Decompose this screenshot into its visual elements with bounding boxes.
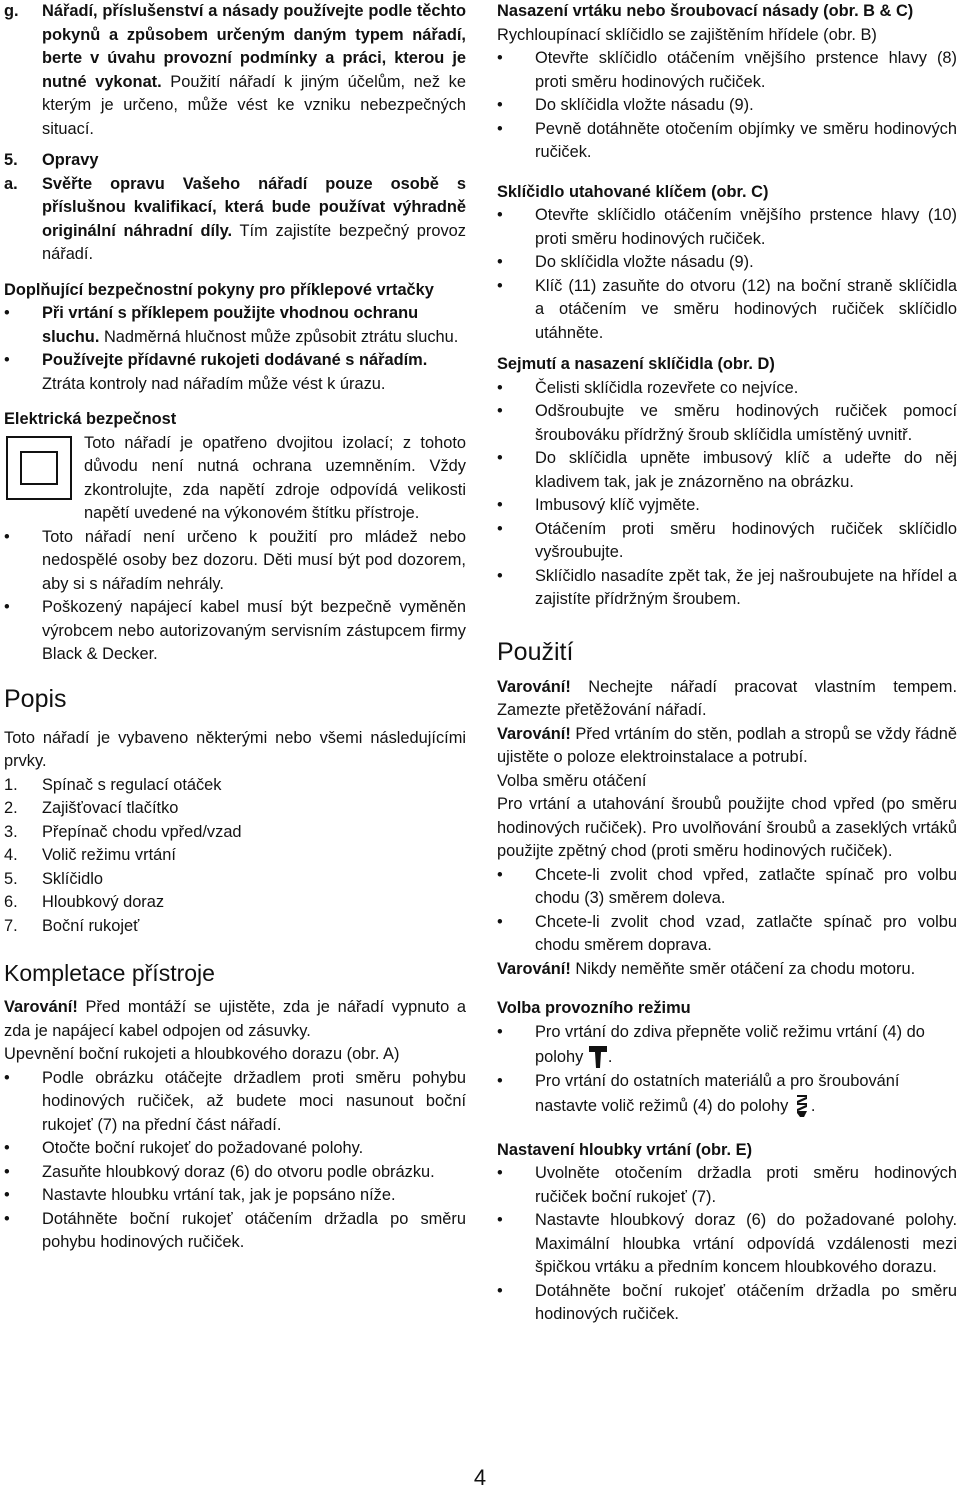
list-item	[497, 1021, 957, 1070]
list-item: • Nastavte hloubku vrtání tak, jak je popsáno níže.	[4, 1184, 466, 1208]
list-item: • Uvolněte otočením držadla proti směru hodinových ručiček boční rukojeť (7).	[497, 1162, 957, 1209]
item-text: Sklíčidlo	[42, 869, 104, 888]
section-heading-klic: Sklíčidlo utahované klíčem (obr. C)	[497, 182, 769, 201]
item-number: 5.	[4, 869, 18, 888]
list-item	[4, 302, 466, 349]
list-item: • Otáčením proti směru hodinových ručiček sklíčidlo vyšroubujte.	[497, 518, 957, 565]
list-item	[4, 868, 466, 892]
warning-body: Nikdy neměňte směr otáčení za chodu motoru.	[570, 959, 916, 978]
list-item: • Do sklíčidla vložte násadu (9).	[497, 94, 957, 118]
item-text: Ztráta kontroly nad nářadím může vést k úrazu.	[42, 374, 386, 393]
item-text: Boční rukojeť	[42, 916, 140, 935]
electrical-safety-block	[4, 432, 466, 526]
section-heading-nasazeni: Nasazení vrtáku nebo šroubovací násady (obr. B & C)	[497, 2, 914, 20]
warning-body: Před vrtáním do stěn, podlah a stropů se vždy řádně ujistěte o poloze elektroinstalace a potrubí.	[497, 724, 957, 766]
list-item: • Čelisti sklíčidla rozevřete co nejvíce.	[497, 377, 957, 401]
warning-body: Před montáží se ujistěte, zda je nářadí vypnuto a zda je napájecí kabel odpojen od zásuvky.	[4, 998, 466, 1040]
popis-intro: Toto nářadí je vybaveno některými nebo všemi následujícími prvky.	[4, 728, 466, 770]
item-text: Zajišťovací tlačítko	[42, 799, 179, 817]
section-title-pouziti: Použití	[497, 637, 574, 666]
section-heading-sejmuti: Sejmutí a nasazení sklíčidla (obr. D)	[497, 355, 775, 373]
item-text: Spínač s regulací otáček	[42, 775, 222, 794]
warning-label: Varování!	[497, 724, 571, 743]
item-text: Volič režimu vrtání	[42, 846, 176, 864]
list-item	[4, 774, 466, 798]
item-text: .	[607, 1048, 613, 1066]
double-insulation-icon	[4, 432, 82, 522]
list-item: • Poškozený napájecí kabel musí být bezpečně vyměněn výrobcem nebo autorizovaným servisním zástupcem firmy Black & Decker.	[4, 596, 466, 667]
list-item: • Dotáhněte boční rukojeť otáčením držadla po směru hodinových ručiček.	[497, 1280, 957, 1327]
list-item: • Otevřte sklíčidlo otáčením vnějšího prstence hlavy (8) proti směru hodinových ručiček.	[497, 47, 957, 94]
electrical-text: Toto nářadí je opatřeno dvojitou izolací; z tohoto důvodu není nutná ochrana uzemněním. Vždy zkontrolujte, zda napětí zdroje odpovídá velikosti napětí uvedené na výkonovém štítku přístroje.	[84, 433, 466, 522]
subsection-title: Volba směru otáčení	[497, 771, 647, 790]
item-marker: a.	[4, 174, 18, 193]
item-text: Přepínač chodu vpřed/vzad	[42, 822, 242, 841]
list-item: • Do sklíčidla upněte imbusový klíč a udeřte do něj kladivem tak, jak je znázorněno na obrázku.	[497, 447, 957, 494]
warning-body: Nechejte nářadí pracovat vlastním tempem. Zamezte přetěžování nářadí.	[497, 677, 957, 719]
section-title: Opravy	[42, 151, 99, 169]
safety-item-a	[4, 173, 466, 267]
section-heading-rezim: Volba provozního režimu	[497, 999, 691, 1017]
list-item: • Toto nářadí není určeno k použití pro mládež nebo nedospělé osoby bez dozoru. Děti musí být pod dozorem, aby si s nářadím nehrály.	[4, 526, 466, 597]
list-item: • Imbusový klíč vyjměte.	[497, 494, 957, 518]
warning-label: Varování!	[497, 959, 571, 978]
right-column	[497, 0, 957, 1327]
item-text: Nadměrná hlučnost může způsobit ztrátu sluchu.	[99, 327, 459, 346]
list-item: • Klíč (11) zasuňte do otvoru (12) na boční straně sklíčidla a otáčením ve směru hodinových ručiček sklíčidlo utáhněte.	[497, 275, 957, 346]
item-text: Pro vrtání do zdiva přepněte volič režimu vrtání (4) do polohy	[535, 1022, 925, 1066]
hammer-mode-icon	[589, 1044, 607, 1068]
list-item	[4, 797, 466, 821]
list-item: • Zasuňte hloubkový doraz (6) do otvoru podle obrázku.	[4, 1161, 466, 1185]
section-title-popis: Popis	[4, 684, 67, 713]
extra-safety-heading: Doplňující bezpečnostní pokyny pro příklepové vrtačky	[4, 280, 434, 299]
list-item: • Nastavte hloubkový doraz (6) do požadované polohy. Maximální hloubka vrtání odpovídá vzdálenosti mezi špičkou vrtáku a předním koncem hloubkového dorazu.	[497, 1209, 957, 1280]
subsection-title: Upevnění boční rukojeti a hloubkového dorazu (obr. A)	[4, 1045, 400, 1063]
list-item: • Otočte boční rukojeť do požadované polohy.	[4, 1137, 466, 1161]
item-text: .	[810, 1097, 816, 1115]
item-marker: g.	[4, 2, 19, 20]
item-bold-text: Při vrtání s příklepem použijte vhodnou ochranu sluchu.	[42, 304, 419, 346]
page-number: 4	[473, 1465, 487, 1490]
item-text: Tím zajistíte bezpečný provoz nářadí.	[42, 221, 466, 263]
list-item	[4, 915, 466, 939]
list-item: • Chcete-li zvolit chod vpřed, zatlačte spínač pro volbu chodu (3) směrem doleva.	[497, 864, 957, 911]
item-bold-text: Nářadí, příslušenství a násady používejte podle těchto pokynů a způsobem určeným daným typem nářadí, berte v úvahu provozní podmínky a práci, kterou je nutné vykonat.	[42, 2, 466, 91]
list-item: • Pevně dotáhněte otočením objímky ve směru hodinových ručiček.	[497, 118, 957, 165]
item-number: 4.	[4, 846, 18, 864]
section-number: 5.	[4, 151, 18, 169]
list-item: • Sklíčidlo nasadíte zpět tak, že jej našroubujete na hřídel a zajistíte přídržným šroubem.	[497, 565, 957, 612]
warning-label: Varování!	[497, 677, 571, 696]
list-item	[4, 349, 466, 396]
item-number: 7.	[4, 916, 18, 935]
list-item: • Otevřte sklíčidlo otáčením vnějšího prstence hlavy (10) proti směru hodinových ručiček.	[497, 204, 957, 251]
item-bold-text: Používejte přídavné rukojeti dodávané s nářadím.	[42, 351, 428, 369]
warning-text	[497, 676, 957, 723]
section-heading-repairs	[4, 149, 466, 173]
item-number: 3.	[4, 822, 18, 841]
warning-text	[497, 958, 957, 982]
item-text: Pro vrtání do ostatních materiálů a pro šroubování nastavte volič režimů (4) do polohy	[535, 1071, 900, 1115]
section-title-kompletace: Kompletace přístroje	[4, 960, 215, 986]
drill-mode-icon	[794, 1093, 810, 1117]
item-text: Použití nářadí k jiným účelům, než ke kterým je určeno, může vést ke vzniku nebezpečných situací.	[42, 72, 466, 138]
list-item	[497, 1070, 957, 1119]
section-heading-hloubka: Nastavení hloubky vrtání (obr. E)	[497, 1140, 753, 1159]
list-item: • Chcete-li zvolit chod vzad, zatlačte spínač pro volbu chodu směrem doprava.	[497, 911, 957, 958]
list-item	[4, 821, 466, 845]
list-item	[4, 891, 466, 915]
warning-text	[497, 723, 957, 770]
item-text: Hloubkový doraz	[42, 893, 165, 911]
electrical-safety-heading: Elektrická bezpečnost	[4, 410, 177, 428]
item-number: 6.	[4, 893, 18, 911]
list-item: • Podle obrázku otáčejte držadlem proti směru pohybu hodinových ručiček, až budete moci nasunout boční rukojeť (7) na přední část nářadí.	[4, 1067, 466, 1138]
safety-item-g	[4, 0, 466, 141]
item-bold-text: Svěřte opravu Vašeho nářadí pouze osobě s příslušnou kvalifikací, která bude používat výhradně originální náhradní díly.	[42, 174, 466, 240]
warning-label: Varování!	[4, 998, 78, 1016]
item-number: 1.	[4, 775, 18, 794]
left-column	[4, 0, 466, 1255]
list-item: • Odšroubujte ve směru hodinových ručiček pomocí šroubováku přídržný šroub sklíčidla umístěný uvnitř.	[497, 400, 957, 447]
item-number: 2.	[4, 799, 18, 817]
subsection-title: Rychloupínací sklíčidlo se zajištěním hřídele (obr. B)	[497, 25, 877, 44]
list-item	[4, 844, 466, 868]
list-item: • Dotáhněte boční rukojeť otáčením držadla po směru pohybu hodinových ručiček.	[4, 1208, 466, 1255]
warning-text	[4, 996, 466, 1043]
list-item: • Do sklíčidla vložte násadu (9).	[497, 251, 957, 275]
paragraph: Pro vrtání a utahování šroubů použijte chod vpřed (po směru hodinových ručiček). Pro uvolňování šroubů a zaseklých vrtáků použijte zpětný chod (proti směru hodinových ručiček).	[497, 795, 957, 860]
